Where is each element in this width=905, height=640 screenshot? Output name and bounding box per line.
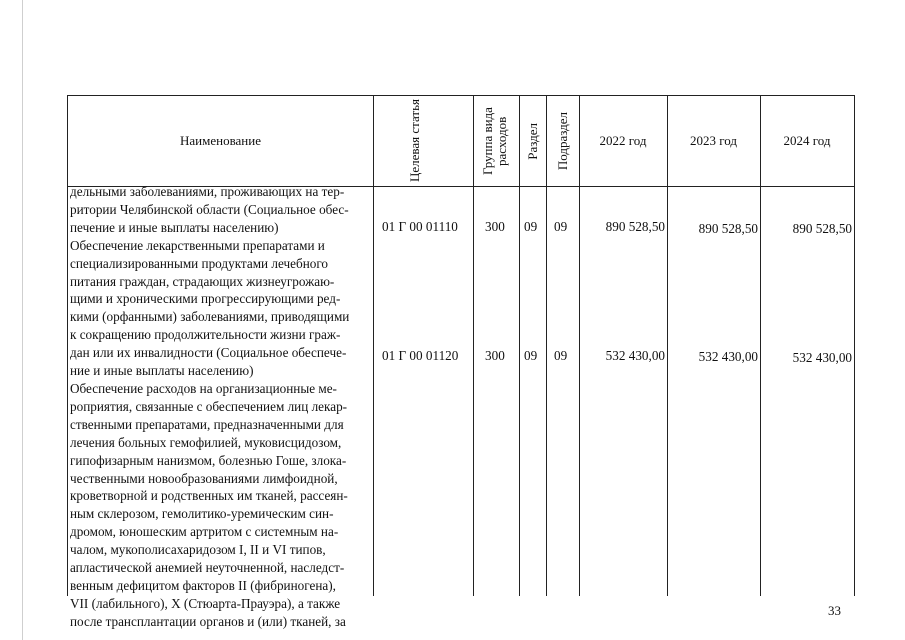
header-target-article-label: Целевая статья bbox=[407, 99, 422, 183]
row-1-amount-2022: 890 528,50 bbox=[605, 219, 665, 234]
header-year-2022 bbox=[579, 96, 667, 186]
column-divider bbox=[579, 96, 580, 596]
header-year-2024-label: 2024 год bbox=[783, 133, 831, 148]
row-3-line: лечения больных гемофилией, муковисцидозом, bbox=[70, 434, 342, 450]
row-2-line: ние и иные выплаты населению) bbox=[70, 363, 254, 379]
row-1-line: дельными заболеваниями, проживающих на тер- bbox=[70, 184, 345, 199]
row-2-line: Обеспечение лекарственными препаратами и bbox=[70, 237, 325, 253]
row-3-line: после трансплантации органов и (или) тканей, за bbox=[70, 613, 346, 629]
row-1-target-article: 01 Г 00 01110 bbox=[382, 219, 458, 234]
header-expense-group-label: Группа вида расходов bbox=[480, 107, 509, 175]
row-3-line: дромом, юношеским артритом с системным на- bbox=[70, 524, 339, 540]
row-3-line: кроветворной и родственных им тканей, рассеян- bbox=[70, 488, 348, 504]
column-divider bbox=[667, 96, 668, 596]
header-year-2024 bbox=[760, 96, 854, 186]
header-section bbox=[519, 96, 546, 186]
row-3-line: ным склерозом, гемолитико-уремическим син- bbox=[70, 506, 334, 522]
row-1-subsection: 09 bbox=[554, 219, 568, 234]
row-2-line: специализированными продуктами лечебного bbox=[70, 255, 329, 271]
header-subsection-label: Подраздел bbox=[554, 111, 570, 171]
header-year-2023 bbox=[667, 96, 760, 186]
row-2-section: 09 bbox=[524, 348, 538, 363]
row-3-line: чественными новообразованиями лимфоидной, bbox=[70, 470, 338, 486]
row-2-expense-group: 300 bbox=[485, 348, 505, 363]
header-target-article bbox=[373, 96, 473, 186]
row-2-subsection: 09 bbox=[554, 348, 568, 363]
row-2-line: к сокращению продолжительности жизни граж- bbox=[70, 327, 341, 343]
row-3-line: чалом, мукополисахаридозом I, II и VI типов, bbox=[70, 542, 326, 558]
row-2-line: щими и хроническими прогрессирующими ред- bbox=[70, 291, 341, 307]
row-1-line: печение и иные выплаты населению) bbox=[70, 219, 279, 235]
row-1-section: 09 bbox=[524, 219, 538, 234]
description-column bbox=[70, 183, 366, 631]
row-1-line: ритории Челябинской области (Социальное обес- bbox=[70, 201, 349, 217]
row-3-line: роприятия, связанные с обеспечением лиц лекар- bbox=[70, 398, 348, 414]
row-2-line: питания граждан, страдающих жизнеугрожаю- bbox=[70, 273, 335, 289]
row-3-line: венным дефицитом факторов II (фибриногена), bbox=[70, 577, 336, 593]
page-number: 33 bbox=[828, 603, 841, 618]
row-1-amount-2024: 890 528,50 bbox=[792, 221, 852, 236]
header-expense-group bbox=[473, 96, 519, 186]
column-divider bbox=[373, 96, 374, 596]
row-1-expense-group: 300 bbox=[485, 219, 505, 234]
row-2-line: кими (орфанными) заболеваниями, приводящими bbox=[70, 309, 350, 325]
row-3-line: гипофизарным нанизмом, болезнью Гоше, злока- bbox=[70, 452, 347, 468]
row-3-line: апластической анемией неуточненной, наследст- bbox=[70, 560, 345, 576]
header-name-label: Наименование bbox=[180, 133, 261, 148]
row-2-amount-2024: 532 430,00 bbox=[792, 350, 852, 365]
row-3-line: Обеспечение расходов на организационные ме- bbox=[70, 380, 337, 396]
header-name bbox=[68, 96, 373, 186]
row-3-line: VII (лабильного), X (Стюарта-Прауэра), а также bbox=[70, 595, 341, 611]
row-2-line: дан или их инвалидности (Социальное обеспече- bbox=[70, 345, 347, 361]
row-1-amount-2023: 890 528,50 bbox=[698, 221, 758, 236]
header-section-label: Раздел bbox=[524, 122, 540, 160]
column-divider bbox=[519, 96, 520, 596]
binding-margin-line bbox=[22, 0, 23, 640]
column-divider bbox=[760, 96, 761, 596]
row-2-amount-2023: 532 430,00 bbox=[698, 349, 758, 364]
column-divider bbox=[473, 96, 474, 596]
header-year-2022-label: 2022 год bbox=[599, 133, 647, 148]
header-subsection bbox=[546, 96, 579, 186]
column-divider bbox=[546, 96, 547, 596]
row-3-line: ственными препаратами, предназначенными для bbox=[70, 416, 344, 432]
row-2-amount-2022: 532 430,00 bbox=[605, 348, 665, 363]
header-year-2023-label: 2023 год bbox=[690, 133, 737, 148]
row-2-target-article: 01 Г 00 01120 bbox=[382, 348, 459, 363]
